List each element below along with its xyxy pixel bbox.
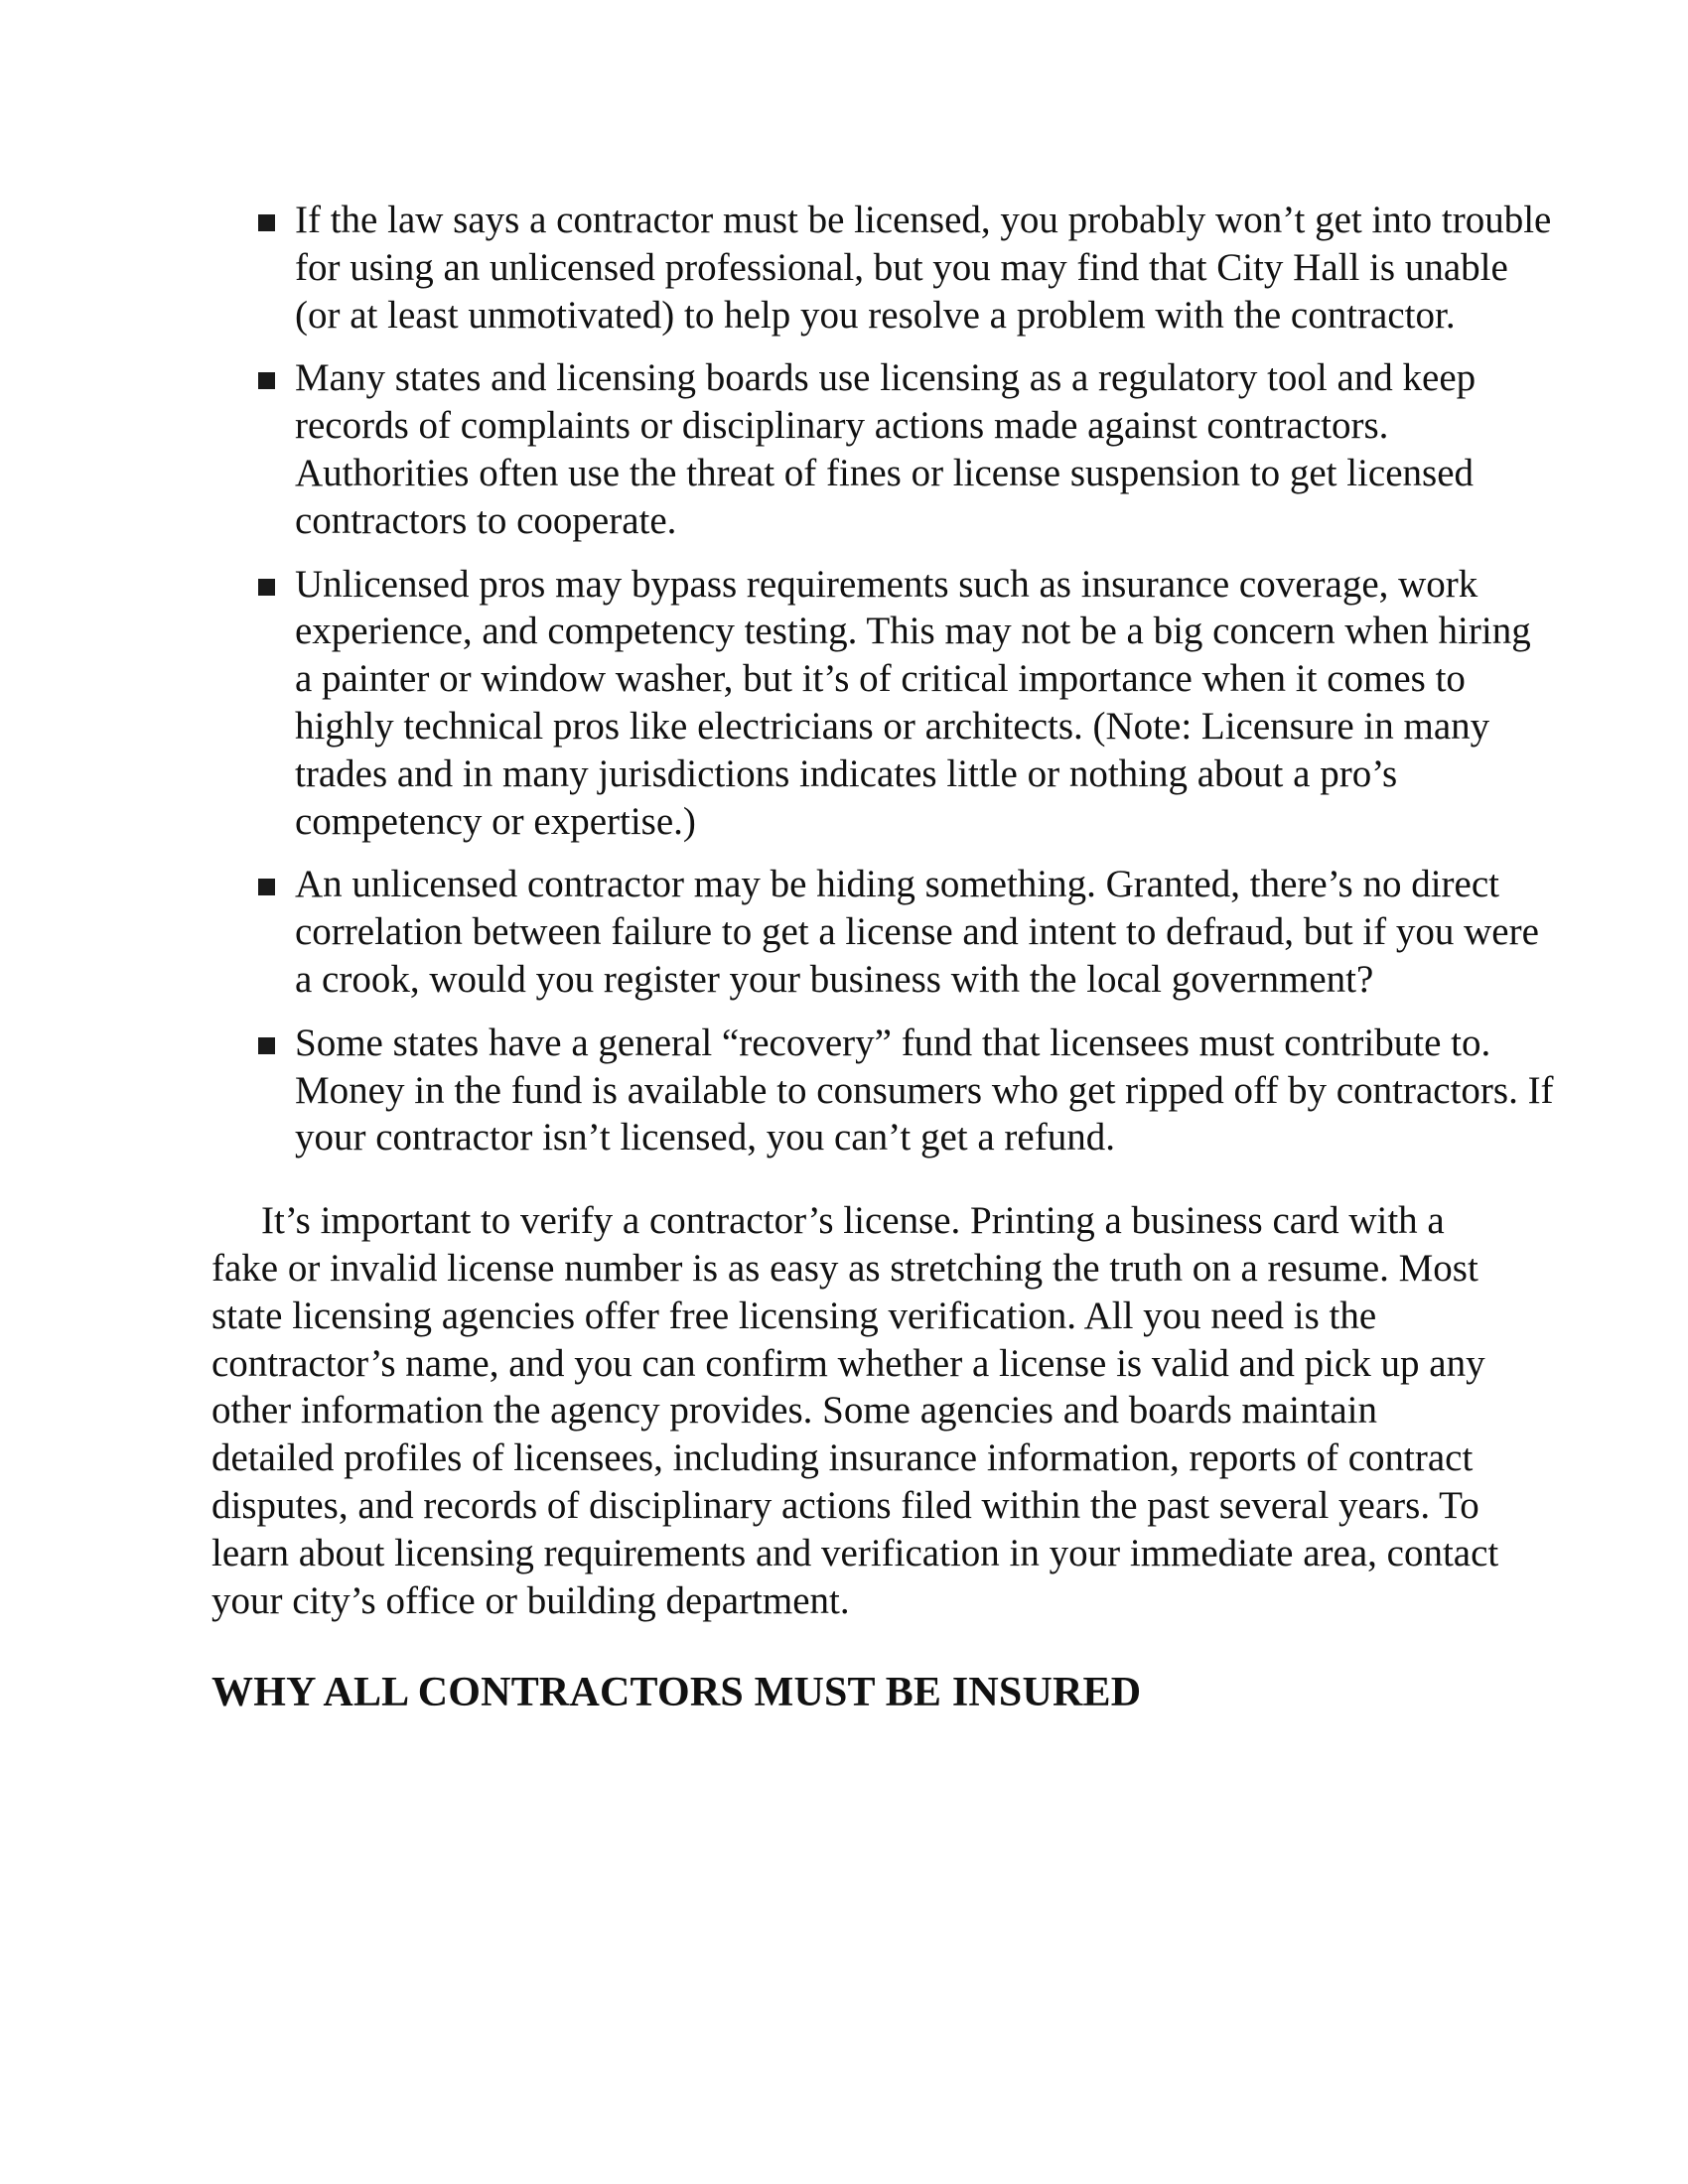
list-item bbox=[211, 354, 1556, 544]
document-page bbox=[211, 197, 1554, 1717]
square-bullet-icon bbox=[258, 579, 275, 596]
list-item-text: Unlicensed pros may bypass requirements such as insurance coverage, work experience, and competency testing. This may not be a big concern when hiring a painter or window washer, but it’s of critical importance when it comes to highly technical pros like electricians or architects. (Note: Licensure in many trades and in many jurisdictions indicates little or nothing about a pro’s competency or expertise.) bbox=[295, 562, 1531, 843]
list-item-text: Many states and licensing boards use licensing as a regulatory tool and keep records of complaints or disciplinary actions made against contractors. Authorities often use the threat of fines or license suspension to get licensed contractors to cooperate. bbox=[295, 356, 1477, 542]
square-bullet-icon bbox=[258, 214, 275, 231]
bullet-list bbox=[211, 197, 1554, 1161]
body-paragraph: It’s important to verify a contractor’s license. Printing a business card with a fake or invalid license number is as easy as stretching the truth on a resume. Most state licensing agencies offer free licensing verification. All you need is the contractor’s name, and you can confirm whether a license is valid and pick up any other information the agency provides. Some agencies and boards maintain detailed profiles of licensees, including insurance information, reports of contract disputes, and records of disciplinary actions filed within the past several years. To learn about licensing requirements and verification in your immediate area, contact your city’s office or building department. bbox=[211, 1199, 1499, 1622]
list-item bbox=[211, 561, 1556, 846]
section-heading: WHY ALL CONTRACTORS MUST BE INSURED bbox=[211, 1670, 1142, 1716]
square-bullet-icon bbox=[258, 1037, 275, 1054]
list-item bbox=[211, 197, 1556, 339]
list-item-text: An unlicensed contractor may be hiding something. Granted, there’s no direct correlation between failure to get a license and intent to defraud, but if you were a crook, would you register your business with the local government? bbox=[295, 863, 1539, 1001]
list-item bbox=[211, 1020, 1556, 1161]
list-item-text: Some states have a general “recovery” fund that licensees must contribute to. Money in the fund is available to consumers who get ripped off by contractors. If your contractor isn’t licensed, you can’t get a refund. bbox=[295, 1021, 1554, 1160]
square-bullet-icon bbox=[258, 879, 275, 895]
list-item-text: If the law says a contractor must be licensed, you probably won’t get into trouble for using an unlicensed professional, but you may find that City Hall is unable (or at least unmotivated) to help you resolve a problem with the contractor. bbox=[295, 199, 1552, 337]
square-bullet-icon bbox=[258, 372, 275, 389]
list-item bbox=[211, 861, 1556, 1003]
